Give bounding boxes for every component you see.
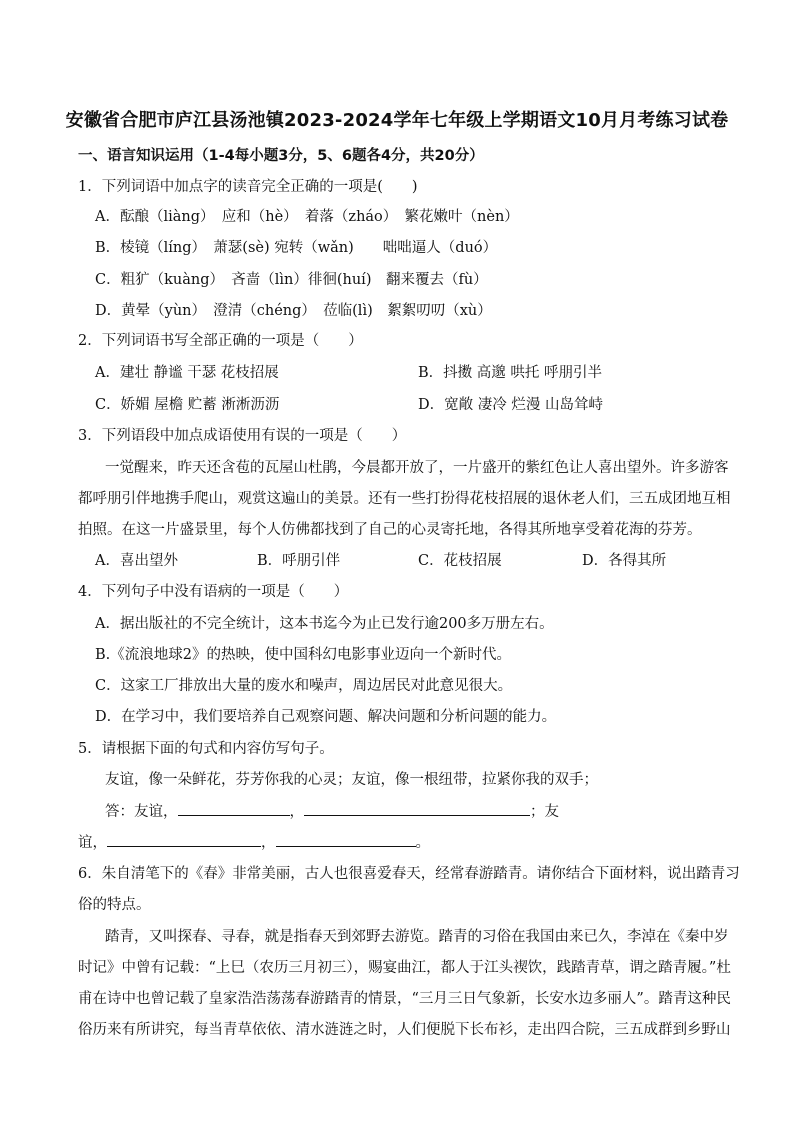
q6-passage-line-2: 时记》中曾有记载：“上巳（农历三月初三），赐宴曲江，都人于江头禊饮，践踏青草，谓之踏青履。”杜: [78, 960, 731, 976]
answer-blank[interactable]: [107, 832, 261, 847]
page-title: 安徽省合肥市庐江县汤池镇2023-2024学年七年级上学期语文10月月考练习试卷: [65, 110, 729, 131]
q2-option-b: B．抖擞 高邈 哄托 呼朋引半: [418, 365, 602, 381]
q4-option-d: D．在学习中，我们要培养自己观察问题、解决问题和分析问题的能力。: [95, 709, 557, 725]
q4-option-c: C．这家工厂排放出大量的废水和噪声，周边居民对此意见很大。: [95, 678, 513, 694]
question-3-stem: 3．下列语段中加点成语使用有误的一项是（ ）: [78, 428, 407, 444]
q5-end: 。: [415, 835, 430, 851]
answer-blank[interactable]: [304, 801, 530, 816]
q4-option-b: B.《流浪地球2》的热映，使中国科幻电影事业迈向一个新时代。: [95, 647, 511, 663]
q2-option-c: C．娇媚 屋檐 贮蓄 淅淅沥沥: [95, 397, 280, 413]
q5-example: 友谊，像一朵鲜花，芬芳你我的心灵；友谊，像一根纽带，拉紧你我的双手；: [105, 772, 598, 788]
q1-option-a: A．酝酿（liàng） 应和（hè） 着落（zháo） 繁花嫩叶（nèn）: [95, 209, 519, 225]
q2-option-d: D．宽敞 凄冷 烂漫 山岛耸峙: [418, 397, 603, 413]
q6-passage-line-4: 俗历来有所讲究，每当青草依依、清水涟涟之时，人们便脱下长布衫，走出四合院，三五成群到乡野山: [78, 1022, 731, 1038]
q5-separator: ，: [289, 804, 304, 820]
q5-separator: ；友: [530, 804, 559, 820]
q5-separator: ，: [261, 835, 276, 851]
q3-option-d: D．各得其所: [582, 553, 667, 569]
q3-option-a: A．喜出望外: [95, 553, 178, 569]
q6-passage-line-3: 甫在诗中也曾记载了皇家浩浩荡荡春游踏青的情景，“三月三日气象新，长安水边多丽人”。踏青这种民: [78, 991, 731, 1007]
q3-option-c: C．花枝招展: [418, 553, 502, 569]
q3-option-b: B．呼朋引伴: [257, 553, 341, 569]
question-5-stem: 5．请根据下面的句式和内容仿写句子。: [78, 741, 334, 757]
section-heading: 一、语言知识运用（1-4每小题3分，5、6题各4分，共20分）: [78, 148, 484, 164]
q2-option-a: A．建壮 静谧 干瑟 花枝招展: [95, 365, 279, 381]
question-4-stem: 4．下列句子中没有语病的一项是（ ）: [78, 584, 349, 600]
q4-option-a: A．据出版社的不完全统计，这本书迄今为止已发行逾200多万册左右。: [95, 616, 554, 632]
q5-continuation: 谊，: [78, 835, 107, 851]
answer-blank[interactable]: [276, 832, 416, 847]
question-1-stem: 1．下列词语中加点字的读音完全正确的一项是( ): [78, 179, 418, 195]
q3-passage-line-2: 都呼朋引伴地携手爬山，观赏这遍山的美景。还有一些打扮得花枝招展的退休老人们，三五成团地互相: [78, 491, 731, 507]
q5-answer-line-2: [78, 832, 430, 853]
q3-passage-line-3: 拍照。在这一片盛景里，每个人仿佛都找到了自己的心灵寄托地，各得其所地享受着花海的芬芳。: [78, 522, 702, 538]
q3-passage-line-1: 一觉醒来，昨天还含苞的瓦屋山杜鹃，今晨都开放了，一片盛开的紫红色让人喜出望外。许多游客: [105, 460, 729, 476]
q5-answer-prefix: 答：友谊，: [105, 804, 178, 820]
q5-answer-line-1: [105, 801, 559, 822]
q1-option-b: B．棱镜（líng） 萧瑟(sè) 宛转（wǎn) 咄咄逼人（duó）: [95, 240, 498, 256]
answer-blank[interactable]: [178, 801, 290, 816]
question-2-stem: 2．下列词语书写全部正确的一项是（ ）: [78, 333, 363, 349]
question-6-stem: 6．朱自清笔下的《春》非常美丽，古人也很喜爱春天，经常春游踏青。请你结合下面材料，说出踏青习: [78, 866, 740, 882]
q1-option-c: C．粗犷（kuàng） 吝啬（lìn）徘徊(huí) 翻来覆去（fù）: [95, 272, 488, 288]
q6-passage-line-1: 踏青，又叫探春、寻春，就是指春天到郊野去游览。踏青的习俗在我国由来已久，李淖在《秦中岁: [105, 929, 729, 945]
q1-option-d: D．黄晕（yùn） 澄清（chéng） 莅临(lì) 絮絮叨叨（xù）: [95, 303, 492, 319]
question-6-stem-cont: 俗的特点。: [78, 897, 151, 913]
